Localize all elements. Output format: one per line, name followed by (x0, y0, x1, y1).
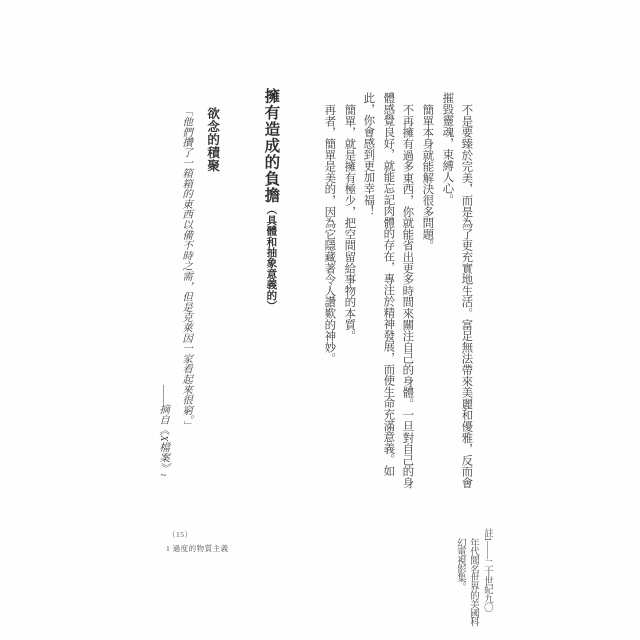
body-text-column-8: 再者，簡單是美的，因為它隱藏著令人讚歎的神妙。 (323, 103, 336, 364)
section-heading-title: 擁有造成的負擔 (262, 88, 280, 204)
section-heading-annotation: （具體和抽象意義的） (265, 203, 277, 311)
quote-attribution (157, 385, 170, 477)
footnote-column-3: 幻電視影集。 (454, 538, 465, 591)
page-number: （15） (168, 530, 193, 539)
body-text-column-6: 此，你會感到更加幸福！ (362, 92, 375, 217)
chapter-footer-title: 1 過度的物質主義 (166, 544, 229, 553)
footnote-reference-mark: 1 (159, 473, 168, 477)
body-text-column-3: 簡單本身就能解決很多問題。 (421, 103, 434, 251)
body-text-column-2: 摧毀靈魂，束縛人心。 (441, 92, 454, 206)
attribution-text: ——摘自《X檔案》 (158, 385, 170, 474)
body-text-column-1: 不是要臻於完美，而是為了更充實地生活。富足無法帶來美麗和優雅，反而會 (460, 103, 473, 488)
footnote-column-1: 註1——二十世紀九〇 (481, 528, 492, 612)
body-text-column-7: 簡單，就是擁有極少，把空間留給事物的本質。 (343, 103, 356, 341)
footnote-column-2: 年代聞名世界的美國科 (467, 538, 478, 627)
section-heading (261, 88, 280, 311)
subsection-title: 欲念的積聚 (205, 107, 220, 172)
body-text-column-4: 不再擁有過多東西，你就能省出更多時間來關注自己的身體。一旦對自己的身 (401, 103, 414, 488)
epigraph-quote: 「他們攢了一箱箱的東西以備不時之需，但是克萊因一家看起來很窮。」 (181, 106, 193, 431)
body-text-column-5: 體感覺良好，就能忘記肉體的存在，專注於精神發展，而使生命充滿意義。如 (382, 92, 395, 477)
